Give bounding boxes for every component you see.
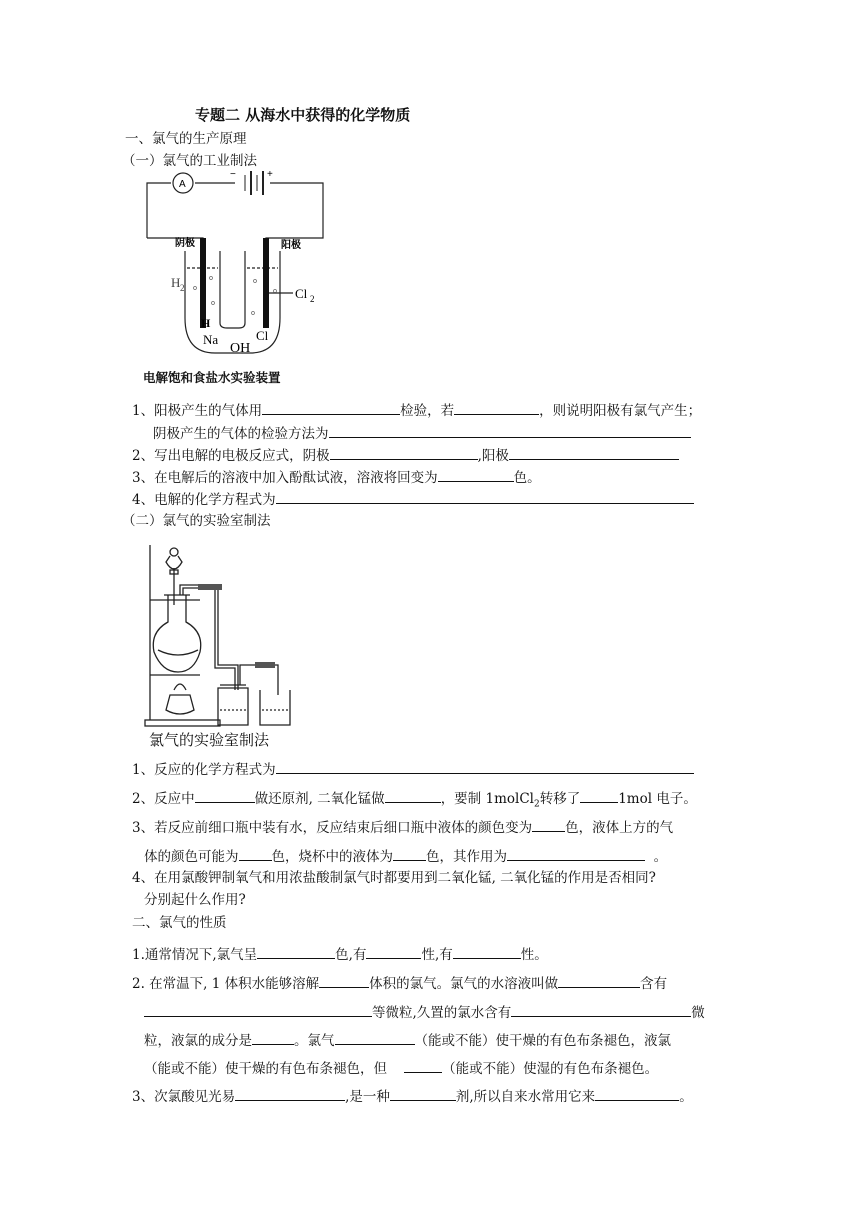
lab-question-3: 3、若反应前细口瓶中装有水，反应结束后细口瓶中液体的颜色变为 色，液体上方的气 <box>132 820 674 836</box>
answer-blank[interactable] <box>595 1087 679 1101</box>
answer-blank[interactable] <box>330 446 478 460</box>
property-question-2-line3: 粒，液氯的成分是 。氯气 （能或不能）使干燥的有色布条褪色，液氯 <box>144 1033 671 1049</box>
answer-blank[interactable] <box>335 1031 415 1045</box>
figure2-caption: 氯气的实验室制法 <box>149 731 270 749</box>
na-ion-label: Na <box>203 332 219 347</box>
property-question-2-line2: 等微粒,久置的氯水含有 微 <box>144 1003 705 1022</box>
answer-blank[interactable] <box>366 945 421 959</box>
property-question-2-line4: （能或不能）使干燥的有色布条褪色，但 （能或不能）使湿的有色布条褪色。 <box>144 1061 659 1077</box>
answer-blank[interactable] <box>454 401 539 415</box>
ammeter-label: A <box>179 179 186 190</box>
cl-ion-label: Cl <box>256 328 269 343</box>
oh-ion-label: OH <box>230 341 251 356</box>
answer-blank[interactable] <box>385 789 441 803</box>
answer-blank[interactable] <box>262 401 400 415</box>
answer-blank[interactable] <box>252 1031 294 1045</box>
answer-blank[interactable] <box>511 1003 691 1017</box>
h2-subscript: 2 <box>180 283 185 293</box>
question-4: 4、电解的化学方程式为 <box>132 490 694 509</box>
h-ion-label: H <box>201 316 211 330</box>
anode-label: 阳极 <box>281 240 301 251</box>
answer-blank[interactable] <box>276 760 694 774</box>
h2-label: H <box>171 275 181 290</box>
property-question-1: 1.通常情况下,氯气呈 色,有 性,有 性。 <box>132 947 548 963</box>
lab-question-4: 4、在用氯酸钾制氧气和用浓盐酸制氯气时都要用到二氧化锰, 二氧化锰的作用是否相同? <box>132 870 656 886</box>
lab-chlorine-apparatus-diagram <box>140 540 310 730</box>
answer-blank[interactable] <box>276 490 694 504</box>
answer-blank[interactable] <box>144 1003 372 1017</box>
minus-label: − <box>230 169 236 180</box>
question-3: 3、在电解后的溶液中加入酚酞试液，溶液将回变为 色。 <box>132 470 541 486</box>
answer-blank[interactable] <box>507 847 645 861</box>
answer-blank[interactable] <box>453 945 521 959</box>
cl2-label: Cl <box>295 286 308 301</box>
figure1-caption: 电解饱和食盐水实验装置 <box>143 370 281 385</box>
lab-question-1: 1、反应的化学方程式为 <box>132 760 694 779</box>
answer-blank[interactable] <box>558 974 640 988</box>
lab-question-2: 2、反应中 做还原剂, 二氧化锰做 ，要制 1molCl$_2$转移了 1mol 电子。 <box>132 791 697 810</box>
question-2: 2、写出电解的电极反应式，阴极 ,阳极 <box>132 446 679 465</box>
question-1-line2: 阴极产生的气体的检验方法为 <box>153 424 691 443</box>
lab-question-4-line2: 分别起什么作用? <box>144 892 246 908</box>
answer-blank[interactable] <box>235 1087 345 1101</box>
plus-label: + <box>267 169 273 180</box>
lab-question-3-line2: 体的颜色可能为 色，烧杯中的液体为 色，其作用为 。 <box>144 849 668 865</box>
answer-blank[interactable] <box>319 974 369 988</box>
property-question-3: 3、次氯酸见光易 ,是一种 剂,所以自来水常用它来 。 <box>132 1089 693 1105</box>
answer-blank[interactable] <box>509 446 679 460</box>
answer-blank[interactable] <box>580 789 618 803</box>
answer-blank[interactable] <box>390 1087 456 1101</box>
page-title: 专题二 从海水中获得的化学物质 <box>195 106 411 124</box>
answer-blank[interactable] <box>393 847 426 861</box>
question-1: 1、阳极产生的气体用 检验，若 ，则说明阳极有氯气产生； <box>132 403 702 419</box>
answer-blank[interactable] <box>404 1059 442 1073</box>
answer-blank[interactable] <box>239 847 272 861</box>
electrolysis-apparatus-diagram <box>135 163 365 393</box>
subsection1-heading: （一）氯气的工业制法 <box>122 153 257 169</box>
section2-heading: 二、氯气的性质 <box>132 915 227 931</box>
answer-blank[interactable] <box>532 818 565 832</box>
answer-blank[interactable] <box>329 424 691 438</box>
subsection2-heading: （二）氯气的实验室制法 <box>122 513 271 529</box>
answer-blank[interactable] <box>438 468 514 482</box>
cl2-subscript: 2 <box>310 294 315 304</box>
cathode-label: 阴极 <box>175 238 195 249</box>
answer-blank[interactable] <box>195 789 255 803</box>
property-question-2: 2. 在常温下, 1 体积水能够溶解 体积的氯气。氯气的水溶液叫做 含有 <box>132 976 668 992</box>
answer-blank[interactable] <box>257 945 335 959</box>
section1-heading: 一、氯气的生产原理 <box>125 131 247 147</box>
